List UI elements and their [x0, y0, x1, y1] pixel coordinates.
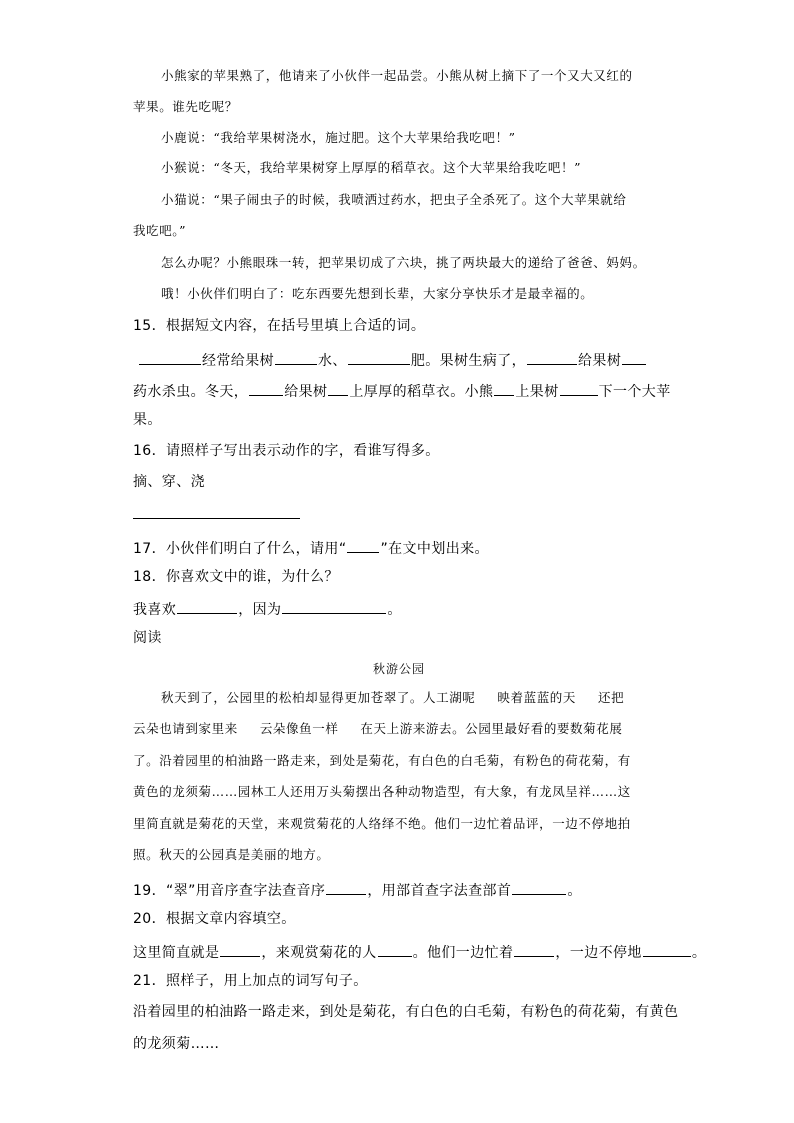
- story1-paragraph-4-line-1: 小猫说：“果子闹虫子的时候，我喷洒过药水，把虫子全杀死了。这个大苹果就给: [161, 192, 627, 207]
- story1-paragraph-1-line-1: 小熊家的苹果熟了，他请来了小伙伴一起品尝。小熊从树上摘下了一个又大又红的: [161, 68, 633, 83]
- story2-line-5: 里简直就是菊花的天堂，来观赏菊花的人络绎不绝。他们一边忙着品评，一边不停地拍: [133, 816, 631, 831]
- question-15-prompt: 15．根据短文内容，在括号里填上合适的词。: [133, 318, 426, 334]
- section-label-read: 阅读: [133, 630, 162, 646]
- question-21-prompt: 21．照样子，用上加点的词写句子。: [133, 973, 368, 989]
- blank[interactable]: [560, 382, 598, 396]
- story2-line-1: 秋天到了，公园里的松柏却显得更加苍翠了。人工湖呢 映着蓝蓝的天 还把: [161, 690, 625, 705]
- blank[interactable]: [326, 881, 366, 895]
- blank[interactable]: [643, 943, 691, 957]
- blank[interactable]: [139, 351, 201, 365]
- question-15-line-3: 果。: [133, 412, 162, 428]
- underline-sample: [347, 539, 379, 553]
- story1-paragraph-2: 小鹿说：“我给苹果树浇水，施过肥。这个大苹果给我吃吧！”: [161, 130, 516, 145]
- blank[interactable]: [220, 943, 260, 957]
- question-20-answer: 这里简直就是 ，来观赏菊花的人 。他们一边忙着 ，一边不停地 。: [133, 945, 707, 961]
- blank[interactable]: [512, 881, 566, 895]
- blank[interactable]: [494, 382, 514, 396]
- blank[interactable]: [514, 943, 554, 957]
- blank[interactable]: [527, 351, 577, 365]
- blank[interactable]: [378, 943, 412, 957]
- blank[interactable]: [348, 351, 410, 365]
- story2-line-4: 黄色的龙须菊……园林工人还用万头菊摆出各种动物造型，有大象，有龙凤呈祥……这: [133, 784, 631, 799]
- question-15-line-1: 经常给果树 水、 肥。果树生病了， 给果树: [138, 351, 647, 368]
- question-16-answer-line[interactable]: [133, 518, 300, 519]
- story1-paragraph-6: 哦！小伙伴们明白了：吃东西要先想到长辈，大家分享快乐才是最幸福的。: [161, 286, 594, 301]
- question-18-prompt: 18．你喜欢文中的谁，为什么？: [133, 569, 339, 585]
- question-21-sentence-line-1: 沿着园里的柏油路一路走来，到处是菊花，有白色的白毛菊，有粉色的荷花菊，有黄色: [133, 1004, 679, 1020]
- blank[interactable]: [282, 600, 386, 614]
- blank[interactable]: [328, 382, 348, 396]
- story2-line-2: 云朵也请到家里来 云朵像鱼一样 在天上游来游去。公园里最好看的要数菊花展: [133, 721, 623, 736]
- question-21-sentence-line-2: 的龙须菊……: [133, 1036, 220, 1052]
- story1-paragraph-4-line-2: 我吃吧。”: [133, 223, 187, 238]
- question-19: 19．“翠”用音序查字法查音序 ，用部首查字法查部首 。: [133, 883, 582, 899]
- question-17: 17．小伙伴们明白了什么，请用“ ”在文中划出来。: [133, 541, 489, 557]
- story1-paragraph-1-line-2: 苹果。谁先吃呢？: [133, 99, 238, 114]
- story2-line-6: 照。秋天的公园真是美丽的地方。: [133, 847, 330, 862]
- story1-paragraph-3: 小猴说：“冬天，我给苹果树穿上厚厚的稻草衣。这个大苹果给我吃吧！”: [161, 160, 582, 175]
- blank[interactable]: [622, 351, 646, 365]
- question-16-prompt: 16．请照样子写出表示动作的字，看谁写得多。: [133, 443, 440, 459]
- question-15-line-2: 药水杀虫。冬天， 给果树 上厚厚的稻草衣。小熊 上果树 下一个大苹: [133, 384, 671, 400]
- story2-line-3: 了。沿着园里的柏油路一路走来，到处是菊花，有白色的白毛菊，有粉色的荷花菊，有: [133, 753, 631, 768]
- question-18-answer: 我喜欢 ，因为 。: [133, 602, 402, 618]
- question-20-prompt: 20．根据文章内容填空。: [133, 911, 296, 927]
- story2-title: 秋游公园: [373, 662, 426, 676]
- blank[interactable]: [275, 351, 317, 365]
- blank[interactable]: [177, 600, 237, 614]
- story1-paragraph-5: 怎么办呢？小熊眼珠一转，把苹果切成了六块，挑了两块最大的递给了爸爸、妈妈。: [161, 255, 646, 270]
- blank[interactable]: [249, 382, 283, 396]
- question-16-example: 摘、穿、浇: [133, 474, 205, 490]
